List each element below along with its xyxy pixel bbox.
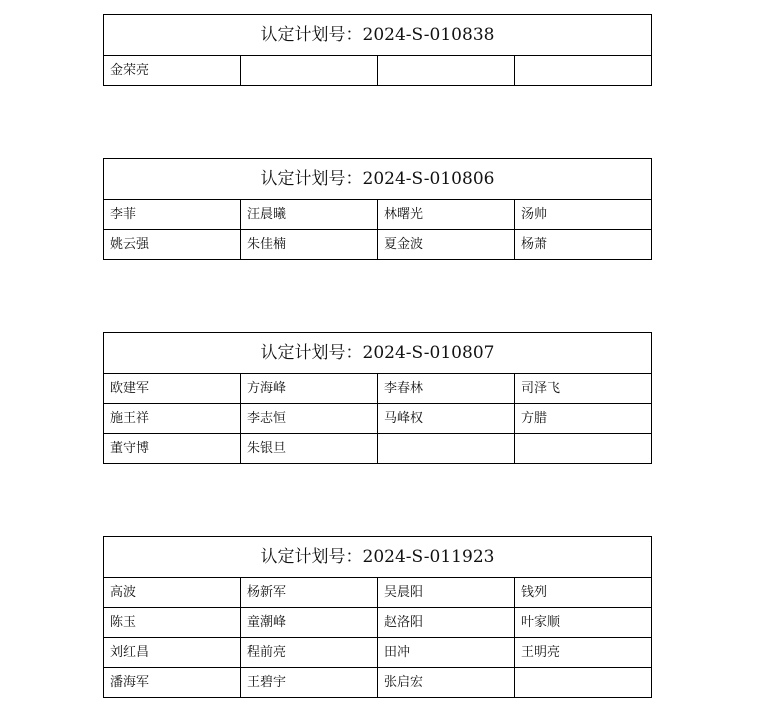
name-cell: 姚云强 — [104, 230, 241, 260]
plan-title: 认定计划号：2024-S-011923 — [104, 537, 652, 578]
name-cell — [515, 668, 652, 698]
name-cell: 汤帅 — [515, 200, 652, 230]
table-title-row — [104, 15, 652, 56]
table-row — [104, 434, 652, 464]
name-cell: 田冲 — [378, 638, 515, 668]
name-cell: 夏金波 — [378, 230, 515, 260]
name-cell: 欧建军 — [104, 374, 241, 404]
plan-title: 认定计划号：2024-S-010838 — [104, 15, 652, 56]
table-row — [104, 578, 652, 608]
name-cell: 方腊 — [515, 404, 652, 434]
table-row — [104, 200, 652, 230]
table-row — [104, 638, 652, 668]
name-cell: 汪晨曦 — [241, 200, 378, 230]
name-cell: 高波 — [104, 578, 241, 608]
name-cell: 朱佳楠 — [241, 230, 378, 260]
name-cell: 朱银旦 — [241, 434, 378, 464]
name-cell: 李春林 — [378, 374, 515, 404]
table-title-row — [104, 159, 652, 200]
name-cell: 董守博 — [104, 434, 241, 464]
table-row — [104, 56, 652, 86]
name-cell — [378, 56, 515, 86]
name-cell: 施王祥 — [104, 404, 241, 434]
plan-table — [103, 14, 652, 86]
table-title-row — [104, 537, 652, 578]
table-row — [104, 230, 652, 260]
name-cell: 王明亮 — [515, 638, 652, 668]
table-row — [104, 668, 652, 698]
name-cell: 金荣亮 — [104, 56, 241, 86]
plan-table — [103, 158, 652, 260]
name-cell — [515, 56, 652, 86]
name-cell: 张启宏 — [378, 668, 515, 698]
name-cell: 林曙光 — [378, 200, 515, 230]
name-cell: 王碧宇 — [241, 668, 378, 698]
name-cell: 吴晨阳 — [378, 578, 515, 608]
plan-title: 认定计划号：2024-S-010806 — [104, 159, 652, 200]
name-cell: 李志恒 — [241, 404, 378, 434]
name-cell: 钱列 — [515, 578, 652, 608]
name-cell: 赵洛阳 — [378, 608, 515, 638]
name-cell: 马峰权 — [378, 404, 515, 434]
plan-table — [103, 332, 652, 464]
name-cell: 刘红昌 — [104, 638, 241, 668]
name-cell: 司泽飞 — [515, 374, 652, 404]
name-cell: 陈玉 — [104, 608, 241, 638]
table-title-row — [104, 333, 652, 374]
name-cell — [378, 434, 515, 464]
plan-title: 认定计划号：2024-S-010807 — [104, 333, 652, 374]
name-cell — [241, 56, 378, 86]
name-cell: 方海峰 — [241, 374, 378, 404]
name-cell: 叶家顺 — [515, 608, 652, 638]
name-cell: 杨萧 — [515, 230, 652, 260]
table-row — [104, 608, 652, 638]
table-row — [104, 404, 652, 434]
name-cell: 李菲 — [104, 200, 241, 230]
name-cell: 杨新军 — [241, 578, 378, 608]
name-cell: 潘海军 — [104, 668, 241, 698]
name-cell — [515, 434, 652, 464]
name-cell: 童潮峰 — [241, 608, 378, 638]
plan-table — [103, 536, 652, 698]
table-row — [104, 374, 652, 404]
name-cell: 程前亮 — [241, 638, 378, 668]
